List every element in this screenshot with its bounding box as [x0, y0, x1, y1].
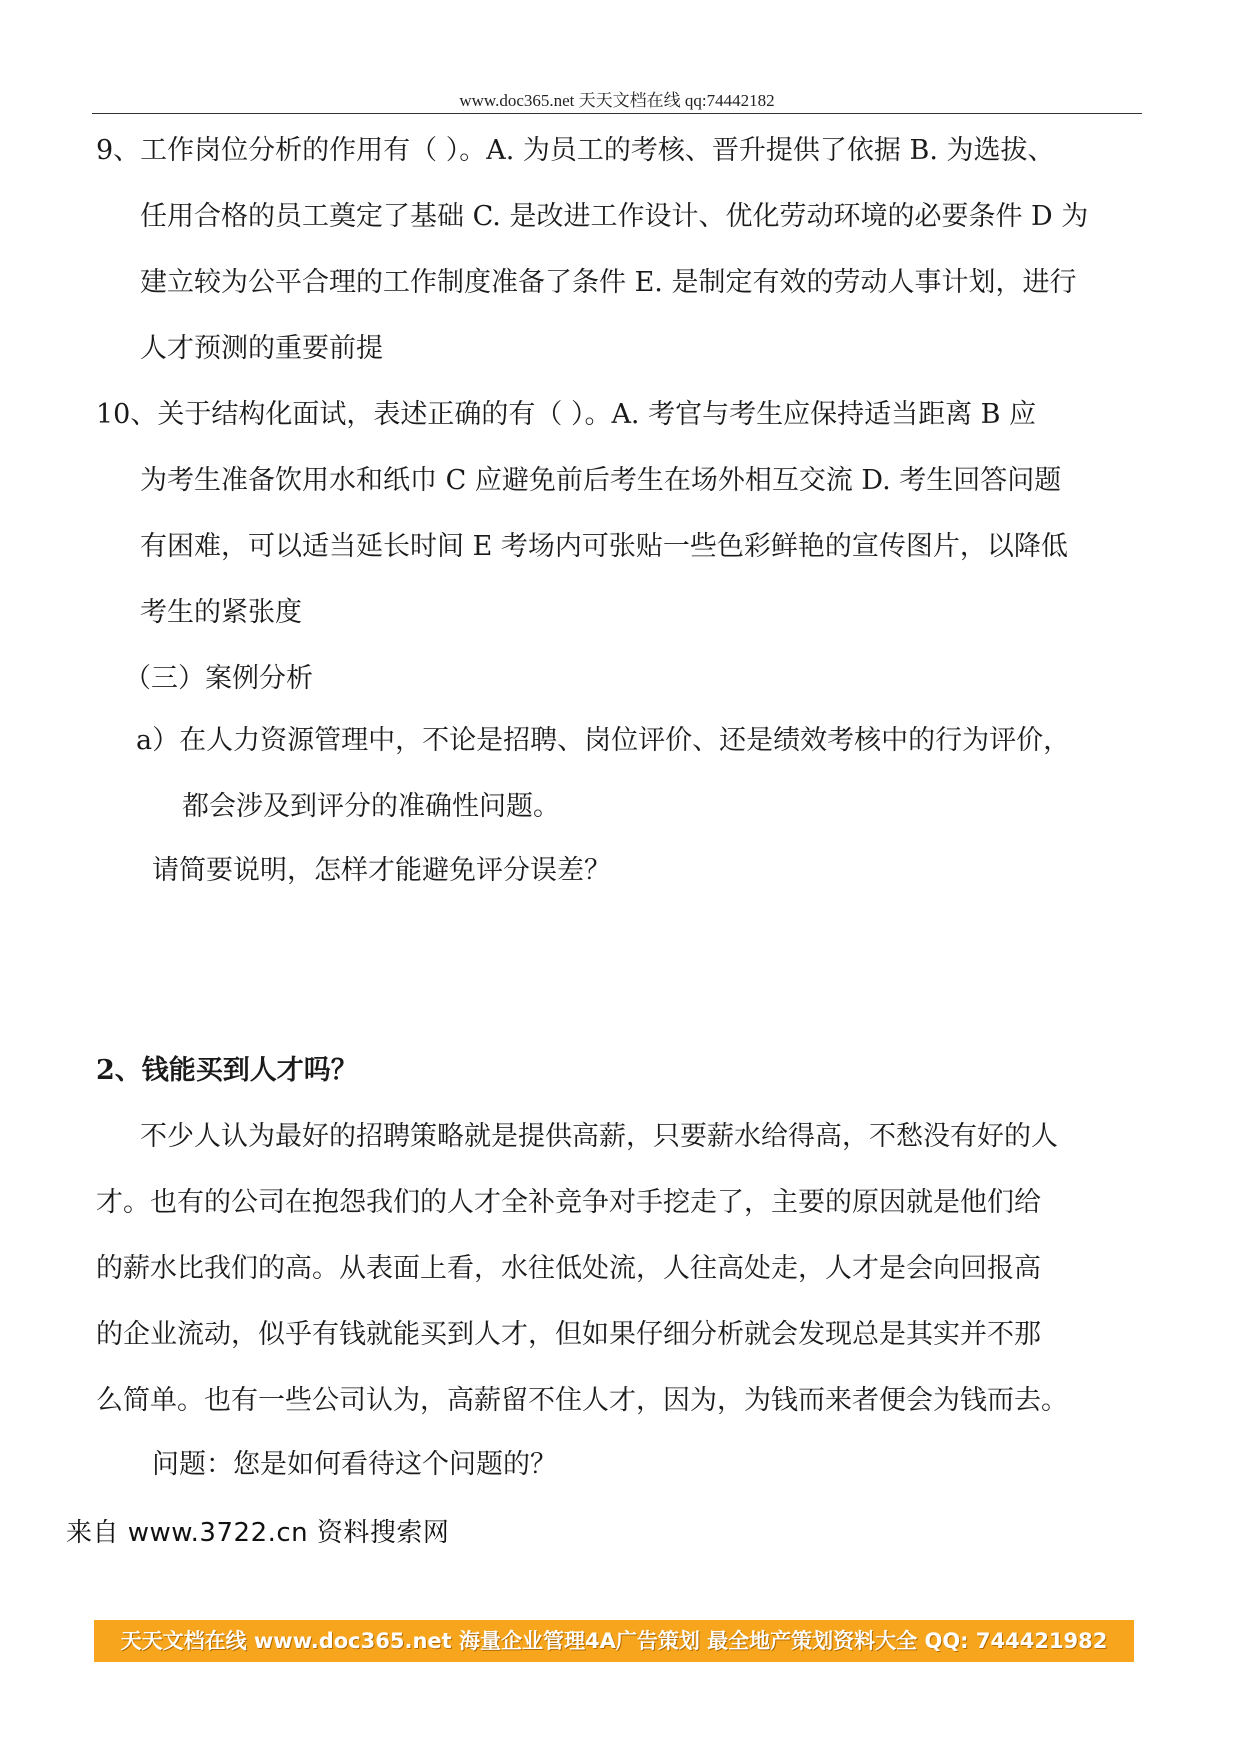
- page-header: www.doc365.net 天天文档在线 qq:74442182: [459, 91, 775, 110]
- case-2-line-3: 的薪水比我们的高。从表面上看，水往低处流，人往高处走，人才是会向回报高: [96, 1253, 1041, 1284]
- question-10-line-1: 10、关于结构化面试，表述正确的有（ ）。A. 考官与考生应保持适当距离 B 应: [96, 399, 1037, 430]
- question-9-line-1: 9、工作岗位分析的作用有（ ）。A. 为员工的考核、晋升提供了依据 B. 为选拔、: [96, 135, 1055, 166]
- question-9: [96, 118, 1088, 382]
- case-a-question: 请简要说明，怎样才能避免评分误差？: [152, 855, 611, 886]
- header-divider: [92, 113, 1142, 114]
- case-a-line-2: 都会涉及到评分的准确性问题。: [182, 791, 560, 822]
- case-2-title: 2、钱能买到人才吗？: [96, 1055, 358, 1086]
- question-10-line-2: 为考生准备饮用水和纸巾 C 应避免前后考生在场外相互交流 D. 考生回答问题: [140, 465, 1062, 496]
- question-10: [96, 382, 1068, 646]
- footer-banner: 天天文档在线 www.doc365.net 海量企业管理4A广告策划 最全地产策划资料大全 QQ: 744421982: [94, 1620, 1134, 1662]
- case-a: [136, 708, 1070, 840]
- question-9-line-4: 人才预测的重要前提: [140, 333, 383, 364]
- case-2-question: 问题：您是如何看待这个问题的？: [152, 1449, 557, 1480]
- question-9-line-2: 任用合格的员工奠定了基础 C. 是改进工作设计、优化劳动环境的必要条件 D 为: [140, 201, 1089, 232]
- case-2-line-5: 么简单。也有一些公司认为，高薪留不住人才，因为，为钱而来者便会为钱而去。: [96, 1385, 1068, 1416]
- case-2-line-4: 的企业流动，似乎有钱就能买到人才，但如果仔细分析就会发现总是其实并不那: [96, 1319, 1041, 1350]
- case-2-paragraph: [96, 1104, 1068, 1434]
- question-9-line-3: 建立较为公平合理的工作制度准备了条件 E. 是制定有效的劳动人事计划，进行: [140, 267, 1077, 298]
- section-heading: （三）案例分析: [124, 663, 313, 694]
- case-2-line-1: 不少人认为最好的招聘策略就是提供高薪，只要薪水给得高，不愁没有好的人: [140, 1121, 1058, 1152]
- case-a-line-1: a）在人力资源管理中，不论是招聘、岗位评价、还是绩效考核中的行为评价，: [136, 725, 1071, 756]
- source-note: 来自 www.3722.cn 资料搜索网: [66, 1518, 450, 1548]
- question-10-line-3: 有困难，可以适当延长时间 E 考场内可张贴一些色彩鲜艳的宣传图片，以降低: [140, 531, 1068, 562]
- question-10-line-4: 考生的紧张度: [140, 597, 302, 628]
- case-2-line-2: 才。也有的公司在抱怨我们的人才全补竞争对手挖走了，主要的原因就是他们给: [96, 1187, 1041, 1218]
